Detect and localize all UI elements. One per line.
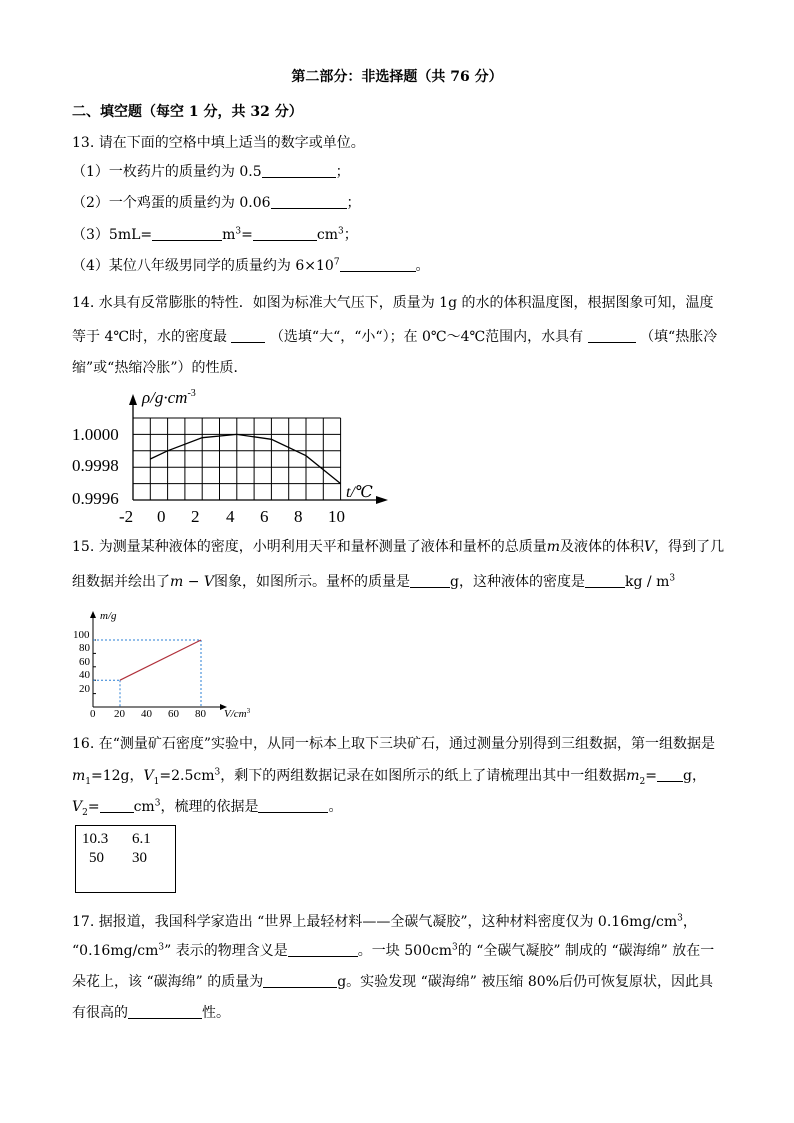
q13-item4-sup: 7 [333, 257, 340, 268]
chart15-xlabel: $V/cm^3$ [224, 707, 251, 720]
part2-heading: 二、填空题（每空 1 分，共 32 分） [72, 104, 303, 120]
chart14-xtick-2: 2 [191, 507, 200, 525]
q17-line2-d: 的 “全碳气凝胶” 制成的 “碳海绵” 放在一 [457, 943, 715, 959]
q16-v2: V [72, 799, 83, 815]
q17-line3-a: 朵花上，该 “碳海绵” 的质量为 [72, 974, 264, 990]
q17-blank-2[interactable] [263, 973, 337, 988]
q16-m1: m [72, 768, 86, 784]
q16-v2-eq: = [87, 799, 100, 815]
q15-var-v: V [644, 539, 655, 555]
q17-blank-1[interactable] [288, 942, 358, 957]
q13-blank-4[interactable] [253, 226, 317, 241]
q16-v1-val: =2.5cm [159, 768, 215, 784]
q17-line4-a: 有很高的 [72, 1005, 128, 1021]
q13-item3-m: m [222, 227, 236, 243]
chart15-ytick-40: 40 [79, 669, 90, 681]
q17-line2-b: ” 表示的物理含义是 [164, 943, 288, 959]
q16-line2-text: ，剩下的两组数据记录在如图所示的纸上了请梳理出其中一组数据 [220, 768, 627, 784]
chart15-xtick-40: 40 [141, 708, 152, 720]
q17-line1-text: 17. 据报道，我国科学家造出 “世界上最轻材料——全碳气凝胶”，这种材料密度仅为 0.16mg/cm [72, 914, 678, 930]
q17-line2-a-sup: 3 [158, 942, 165, 953]
q17-line4-b: 性。 [202, 1005, 230, 1021]
q15-var-m: m [546, 539, 560, 555]
q14-line1: 14. 水具有反常膨胀的特性．如图为标准大气压下，质量为 1g 的水的体积温度图，根据图象可知，温度 [72, 295, 714, 311]
chart14-xtick-1: 0 [157, 507, 166, 525]
q13-item4-end: 。 [415, 258, 430, 274]
chart15-xtick-80: 80 [195, 708, 206, 720]
q15-line2 [72, 573, 675, 591]
note-value-1: 10.3 [82, 831, 109, 847]
q16-m1-val: =12g， [91, 768, 144, 784]
q16-line2 [72, 767, 706, 785]
q15-mv: m − V [170, 574, 215, 590]
chart14-xtick-5: 8 [294, 507, 303, 525]
q14-blank-1[interactable] [231, 328, 265, 343]
q17-line1-end: ， [682, 914, 697, 930]
q17-line3 [72, 973, 713, 991]
q16-line3 [72, 798, 342, 816]
q14-line3: 缩”或“热缩冷胀”）的性质． [72, 360, 248, 376]
density-temperature-chart [0, 385, 794, 525]
q13-item3 [72, 226, 358, 244]
q13-item3-text: （3）5mL= [72, 227, 153, 243]
q17-blank-3[interactable] [128, 1004, 202, 1019]
q15-line1 [72, 538, 724, 556]
chart14-ytick-2: 0.9996 [72, 489, 119, 508]
q13-item3-unit: cm [316, 227, 338, 243]
chart15-guides [93, 640, 201, 707]
chart15-data-line [120, 640, 201, 680]
q13-item2 [72, 194, 361, 212]
section-title: 第二部分：非选择题（共 76 分） [291, 69, 503, 85]
q17-line1-sup: 3 [677, 913, 683, 924]
q13-item3-unit-sup: 3 [338, 226, 344, 237]
chart15-ytick-80: 80 [79, 642, 90, 654]
q16-m2-unit: g， [683, 768, 706, 784]
chart14-xlabel: t/℃ [346, 484, 373, 501]
chart15-ytick-20: 20 [79, 683, 90, 695]
chart15-xtick-20: 20 [114, 708, 125, 720]
chart14-xtick-3: 4 [226, 507, 235, 525]
q15-line1-b: 及液体的体积 [560, 539, 644, 555]
q16-blank-1[interactable] [657, 767, 683, 782]
q13-blank-3[interactable] [152, 226, 222, 241]
chart14-xtick-0: -2 [119, 507, 134, 525]
q13-item4-text: （4）某位八年级男同学的质量约为 6×10 [72, 258, 334, 274]
q16-line3-text: ，梳理的依据是 [160, 799, 259, 815]
chart14-ytick-0: 1.0000 [72, 425, 119, 444]
q13-item2-text: （2）一个鸡蛋的质量约为 0.06 [72, 195, 271, 211]
q15-unit: kg / m [625, 574, 670, 590]
q16-m1-sub: 1 [85, 776, 92, 787]
chart15-xtick-60: 60 [168, 708, 179, 720]
q16-v1-sub: 1 [153, 776, 160, 787]
q17-line2-c-sup: 3 [452, 942, 458, 953]
q13-blank-5[interactable] [340, 257, 416, 272]
note-value-3: 50 [89, 850, 104, 866]
q13-item1-text: （1）一枚药片的质量约为 0.5 [72, 164, 262, 180]
chart14-x-arrow [376, 496, 388, 504]
q15-line1-a: 15. 为测量某种液体的密度，小明利用天平和量杯测量了液体和量杯的总质量 [72, 539, 547, 555]
q15-line1-c: ，得到了几 [654, 539, 725, 555]
q13-blank-1[interactable] [262, 163, 336, 178]
q17-line4 [72, 1004, 230, 1022]
q16-v1: V [143, 768, 154, 784]
chart15-ylabel: m/g [100, 610, 117, 622]
data-note-box [75, 825, 176, 893]
chart14-xtick-6: 10 [328, 507, 345, 525]
q13-stem: 13. 请在下面的空格中填上适当的数字或单位。 [72, 135, 365, 151]
q15-blank-1[interactable] [410, 573, 450, 588]
q14-line2-b: （选填“大“，“小“）；在 0℃～4℃范围内，水具有 [269, 329, 584, 345]
q16-v2-unit-sup: 3 [154, 798, 161, 809]
q14-line2-c: （填“热胀冷 [640, 329, 718, 345]
q16-v2-sub: 2 [82, 807, 88, 818]
q17-line2-c: 。一块 500cm [357, 943, 453, 959]
q17-line3-b: g。实验发现 “碳海绵” 被压缩 80%后仍可恢复原状，因此具 [337, 974, 713, 990]
chart15-ytick-100: 100 [73, 629, 90, 641]
q16-line1: 16. 在“测量矿石密度”实验中，从同一标本上取下三块矿石，通过测量分别得到三组数据，第一组数据是 [72, 736, 716, 752]
q13-item1 [72, 163, 350, 181]
q15-line2-c: g，这种液体的密度是 [450, 574, 585, 590]
chart15-y-arrow [90, 611, 96, 618]
chart14-ylabel: $\rho/g\cdot cm^{-3}$ [142, 388, 196, 407]
q15-line2-b: 图象，如图所示。量杯的质量是 [214, 574, 411, 590]
q13-blank-2[interactable] [271, 194, 347, 209]
q14-blank-2[interactable] [588, 328, 636, 343]
note-value-2: 6.1 [132, 831, 151, 847]
note-value-4: 30 [132, 850, 147, 866]
chart14-xtick-4: 6 [260, 507, 269, 525]
chart14-y-arrow [129, 394, 137, 405]
q13-item3-end: ； [343, 227, 358, 243]
q15-blank-2[interactable] [585, 573, 625, 588]
q13-item3-sup: 3 [235, 226, 242, 237]
q16-v2-unit: cm [133, 799, 155, 815]
q14-line2-a: 等于 4℃时，水的密度最 [72, 329, 228, 345]
q13-item3-eq: = [241, 227, 253, 243]
mass-volume-chart [0, 605, 794, 725]
q15-unit-sup: 3 [669, 573, 676, 584]
q16-m2-sub: 2 [639, 776, 646, 787]
chart15-xtick-0: 0 [90, 708, 96, 720]
q16-blank-2[interactable] [100, 798, 134, 813]
q16-m2-eq: = [645, 768, 657, 784]
q16-line3-end: 。 [328, 799, 343, 815]
chart15-ytick-60: 60 [79, 656, 90, 668]
q16-blank-3[interactable] [258, 798, 328, 813]
q13-item4 [72, 257, 430, 275]
q17-line1 [72, 913, 697, 931]
q17-line2 [72, 942, 714, 960]
q17-line2-a: “0.16mg/cm [72, 943, 159, 959]
chart14-curve [150, 434, 340, 483]
q15-line2-a: 组数据并绘出了 [72, 574, 170, 590]
q14-line2 [72, 328, 717, 346]
q13-item1-end: ； [335, 164, 350, 180]
q13-item2-end: ； [346, 195, 361, 211]
chart14-ytick-1: 0.9998 [72, 456, 119, 475]
q16-v1-sup: 3 [214, 767, 221, 778]
q16-m2: m [626, 768, 640, 784]
